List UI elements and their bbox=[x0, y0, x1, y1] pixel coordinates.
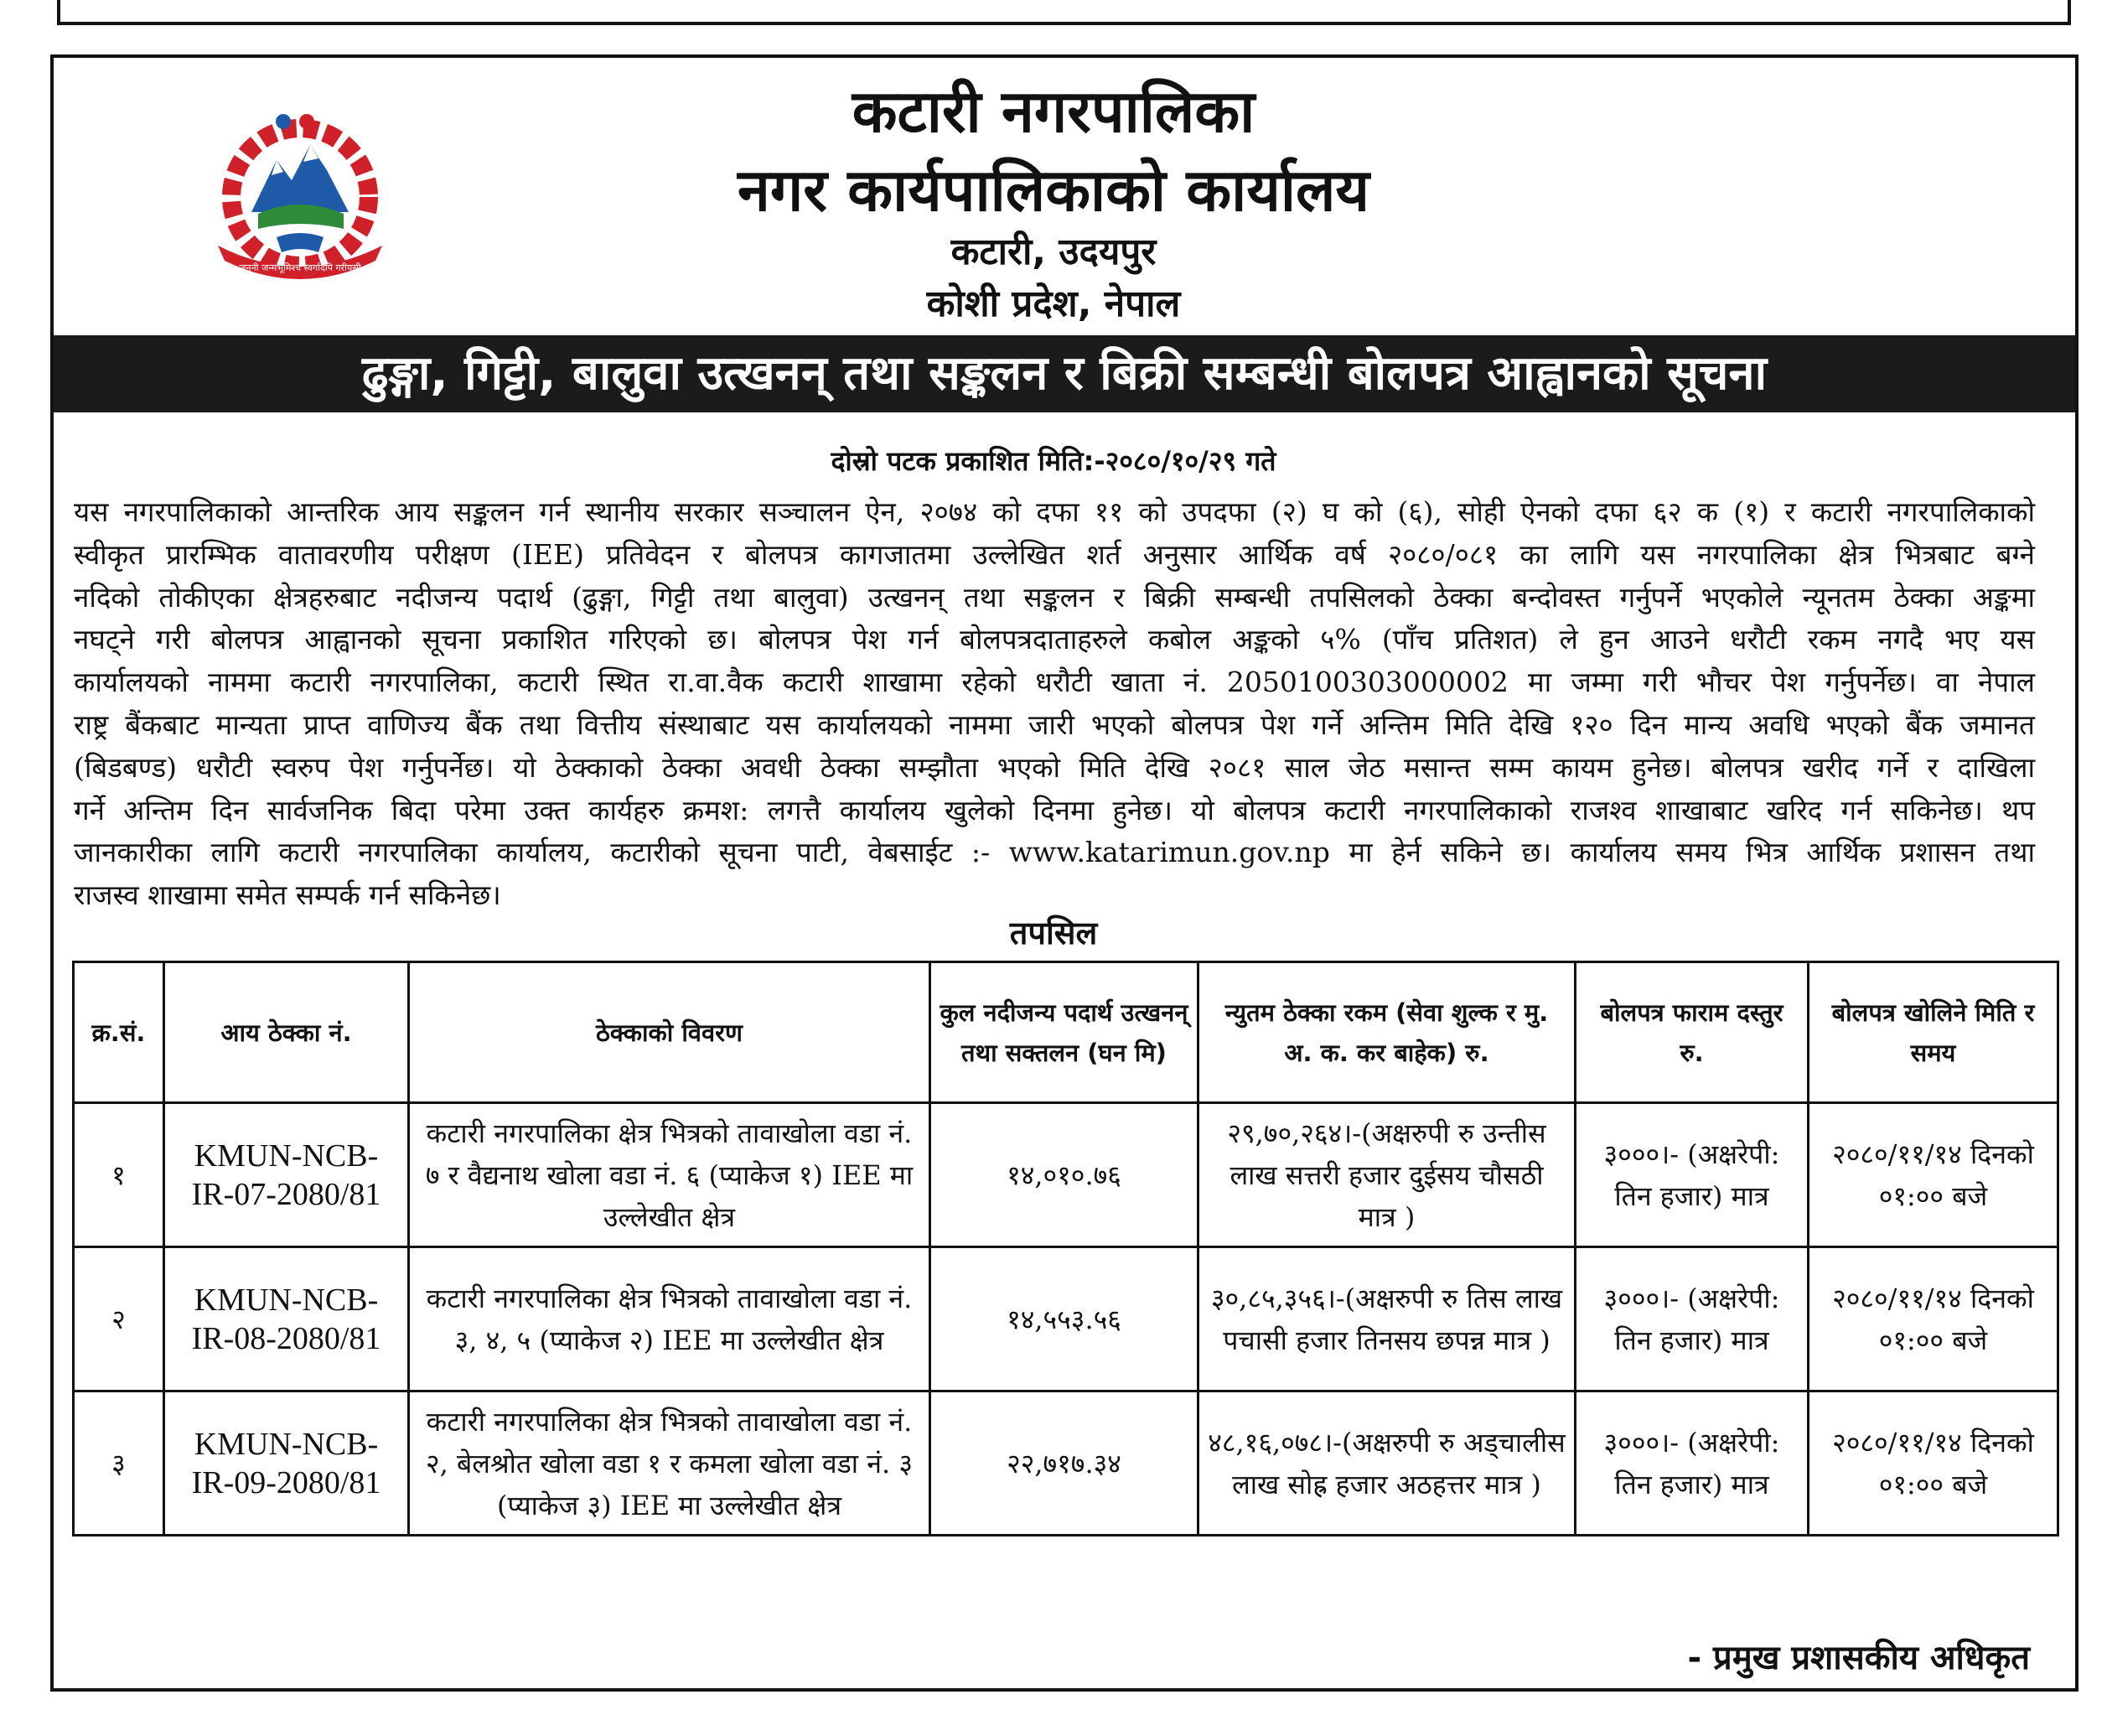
cell-min-amount: २९,७०,२६४।-(अक्षरुपी रु उन्तीस लाख सत्तरी हजार दुईसय चौसठी मात्र ) bbox=[1198, 1103, 1576, 1247]
office-name: नगर कार्यपालिकाको कार्यालय bbox=[737, 156, 1370, 225]
notice-body bbox=[74, 491, 2035, 917]
cell-quantity: २२,७१७.३४ bbox=[930, 1391, 1198, 1536]
previous-notice-border bbox=[57, 0, 2071, 25]
cell-contract-no: KMUN-NCB-IR-08-2080/81 bbox=[164, 1247, 409, 1391]
body-line: यस नगरपालिकाको आन्तरिक आय सङ्कलन गर्न स्थानीय सरकार सञ्चालन ऐन, २०७४ को दफा ११ को उपदफा (२) घ को (६), सोही ऐनको दफा ६२ क (१) र कटारी नगरपालिकाको bbox=[74, 495, 2035, 528]
cell-min-amount: ३०,८५,३५६।-(अक्षरुपी रु तिस लाख पचासी हजार तिनसय छपन्न मात्र ) bbox=[1198, 1247, 1576, 1391]
header-min-amount: न्युतम ठेक्का रकम (सेवा शुल्क र मु. अ. क. कर बाहेक) रु. bbox=[1198, 962, 1576, 1103]
cell-opening: २०८०/११/१४ दिनको ०१:०० बजे bbox=[1809, 1391, 2058, 1536]
header-description: ठेक्काको विवरण bbox=[409, 962, 930, 1103]
body-line: कार्यालयको नाममा कटारी नगरपालिका, कटारी स्थित रा.वा.वैक कटारी शाखामा रहेको धरौटी खाता नं. 2050100303000002 मा जम्मा गरी भौचर पेश गर्नुपर्नेछ। वा नेपाल bbox=[74, 666, 2035, 699]
body-line: गर्ने अन्तिम दिन सार्वजनिक बिदा परेमा उक्त कार्यहरु क्रमश: लगत्तै कार्यालय खुलेको दिनमा हुनेछ। यो बोलपत्र कटारी नगरपालिकाको राजश्व शाखाबाट खरिद गर्न सकिनेछ। थप bbox=[74, 793, 2035, 827]
header-opening: बोलपत्र खोलिने मिति र समय bbox=[1809, 962, 2058, 1103]
body-line: जानकारीका लागि कटारी नगरपालिका कार्यालय, कटारीको सूचना पाटी, वेबसाईट :- www.katarimun.gov.np मा हेर्न सकिने छ। कार्यालय समय भित्र आर्थिक प्रशासन तथा bbox=[74, 836, 2035, 869]
cell-sn: २ bbox=[74, 1247, 164, 1391]
office-province: कोशी प्रदेश, नेपाल bbox=[926, 282, 1181, 325]
cell-min-amount: ४८,१६,०७८।-(अक्षरुपी रु अड्चालीस लाख सोह्र हजार अठहत्तर मात्र ) bbox=[1198, 1391, 1576, 1536]
cell-description: कटारी नगरपालिका क्षेत्र भित्रको तावाखोला वडा नं. ३, ४, ५ (प्याकेज २) IEE मा उल्लेखीत क्षेत्र bbox=[409, 1247, 930, 1391]
table-header-row bbox=[74, 962, 2058, 1103]
cell-contract-no: KMUN-NCB-IR-07-2080/81 bbox=[164, 1103, 409, 1247]
cell-contract-no: KMUN-NCB-IR-09-2080/81 bbox=[164, 1391, 409, 1536]
cell-description: कटारी नगरपालिका क्षेत्र भित्रको तावाखोला वडा नं. ७ र वैद्यनाथ खोला वडा नं. ६ (प्याकेज १) IEE मा उल्लेखीत क्षेत्र bbox=[409, 1103, 930, 1247]
schedule-title: तपसिल bbox=[1009, 915, 1098, 951]
header-sn: क्र.सं. bbox=[74, 962, 164, 1103]
cell-quantity: १४,५५३.५६ bbox=[930, 1247, 1198, 1391]
cell-opening: २०८०/११/१४ दिनको ०१:०० बजे bbox=[1809, 1247, 2058, 1391]
cell-form-fee: ३०००।- (अक्षरेपी: तिन हजार) मात्र bbox=[1576, 1391, 1809, 1536]
notice-title: ढुङ्गा, गिट्टी, बालुवा उत्खनन् तथा सङ्कलन र बिक्री सम्बन्धी बोलपत्र आह्वानको सूचना bbox=[54, 335, 2075, 412]
table-row bbox=[74, 1103, 2058, 1247]
cell-description: कटारी नगरपालिका क्षेत्र भित्रको तावाखोला वडा नं. २, बेलश्रोत खोला वडा १ र कमला खोला वडा नं. ३ (प्याकेज ३) IEE मा उल्लेखीत क्षेत्र bbox=[409, 1391, 930, 1536]
body-line: राष्ट्र बैंकबाट मान्यता प्राप्त वाणिज्य बैंक तथा वित्तीय संस्थाबाट यस कार्यालयको नाममा जारी भएको बोलपत्र पेश गर्ने अन्तिम मिति देखि १२० दिन मान्य अवधि भएको बैंक जमानत bbox=[74, 707, 2035, 741]
header-contract-no: आय ठेक्का नं. bbox=[164, 962, 409, 1103]
cell-opening: २०८०/११/१४ दिनको ०१:०० बजे bbox=[1809, 1103, 2058, 1247]
body-line: नदिको तोकीएका क्षेत्रहरुबाट नदीजन्य पदार्थ (ढुङ्गा, गिट्टी तथा बालुवा) उत्खनन् तथा सङ्कलन र बिक्री सम्बन्धी तपसिलको ठेक्का बन्दोवस्त गर्नुपर्ने भएकोले न्यूनतम ठेक्का अङ्कमा bbox=[74, 580, 2035, 614]
header-quantity: कुल नदीजन्य पदार्थ उत्खनन् तथा सक्तलन (घन मि) bbox=[930, 962, 1198, 1103]
body-line: नघट्ने गरी बोलपत्र आह्वानको सूचना प्रकाशित गरिएको छ। बोलपत्र पेश गर्न बोलपत्रदाताहरुले कबोल अङ्कको ५% (पाँच प्रतिशत) ले हुन आउने धरौटी रकम नगदै भए यस bbox=[74, 623, 2035, 656]
table-row bbox=[74, 1247, 2058, 1391]
body-line: (बिडबण्ड) धरौटी स्वरुप पेश गर्नुपर्नेछ। यो ठेक्काको ठेक्का अवधी ठेक्का सम्झौता भएको मिति देखि २०८१ साल जेठ मसान्त सम्म कायम हुनेछ। बोलपत्र खरीद गर्ने र दाखिला bbox=[74, 750, 2035, 784]
body-line: राजस्व शाखामा समेत सम्पर्क गर्न सकिनेछ। bbox=[74, 878, 501, 912]
header-form-fee: बोलपत्र फाराम दस्तुर रु. bbox=[1576, 962, 1809, 1103]
schedule-table bbox=[72, 961, 2059, 1536]
table-row bbox=[74, 1391, 2058, 1536]
cell-sn: १ bbox=[74, 1103, 164, 1247]
cell-quantity: १४,०१०.७६ bbox=[930, 1103, 1198, 1247]
cell-form-fee: ३०००।- (अक्षरेपी: तिन हजार) मात्र bbox=[1576, 1247, 1809, 1391]
municipality-name: कटारी नगरपालिका bbox=[852, 77, 1255, 146]
body-line: स्वीकृत प्रारम्भिक वातावरणीय परीक्षण (IEE) प्रतिवेदन र बोलपत्र कागजातमा उल्लेखित शर्त अनुसार आर्थिक वर्ष २०८०/०८१ का लागि यस नगरपालिका क्षेत्र भित्रबाट बग्ने bbox=[74, 537, 2035, 571]
publication-date: दोस्रो पटक प्रकाशित मिति:-२०८०/१०/२९ गते bbox=[831, 445, 1276, 477]
signatory-title: - प्रमुख प्रशासकीय अधिकृत bbox=[1687, 1639, 2030, 1677]
cell-form-fee: ३०००।- (अक्षरेपी: तिन हजार) मात्र bbox=[1576, 1103, 1809, 1247]
cell-sn: ३ bbox=[74, 1391, 164, 1536]
office-location: कटारी, उदयपुर bbox=[950, 231, 1157, 273]
emblem-motto: जननी जन्मभूमिश्च स्वर्गादपि गरीयसी bbox=[239, 262, 361, 273]
